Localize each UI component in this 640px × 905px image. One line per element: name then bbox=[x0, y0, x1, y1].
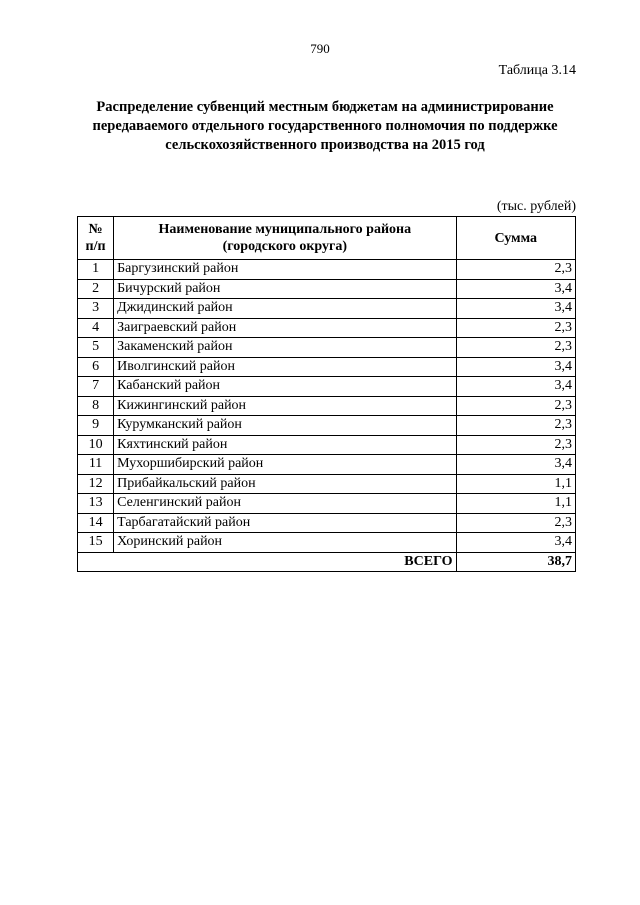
header-sum: Сумма bbox=[456, 217, 575, 260]
row-number: 11 bbox=[78, 455, 114, 475]
row-sum: 2,3 bbox=[456, 260, 575, 280]
row-sum: 3,4 bbox=[456, 279, 575, 299]
page-number: 790 bbox=[310, 41, 330, 56]
row-sum: 2,3 bbox=[456, 513, 575, 533]
row-number: 12 bbox=[78, 474, 114, 494]
row-sum: 2,3 bbox=[456, 338, 575, 358]
row-district-name: Кижингинский район bbox=[114, 396, 456, 416]
table-row bbox=[78, 416, 576, 436]
row-district-name: Баргузинский район bbox=[114, 260, 456, 280]
title-line: сельскохозяйственного производства на 2015 год bbox=[165, 137, 485, 153]
row-number: 10 bbox=[78, 435, 114, 455]
table-row bbox=[78, 338, 576, 358]
row-sum: 2,3 bbox=[456, 318, 575, 338]
row-district-name: Бичурский район bbox=[114, 279, 456, 299]
table-row bbox=[78, 318, 576, 338]
row-number: 8 bbox=[78, 396, 114, 416]
row-number: 2 bbox=[78, 279, 114, 299]
row-number: 6 bbox=[78, 357, 114, 377]
row-number: 5 bbox=[78, 338, 114, 358]
row-district-name: Мухоршибирский район bbox=[114, 455, 456, 475]
title-line: Распределение субвенций местным бюджетам на администрирование bbox=[96, 99, 554, 115]
title-line: передаваемого отдельного государственного полномочия по поддержке bbox=[92, 118, 558, 134]
row-sum: 2,3 bbox=[456, 416, 575, 436]
table-row bbox=[78, 494, 576, 514]
row-district-name: Селенгинский район bbox=[114, 494, 456, 514]
document-title bbox=[60, 98, 590, 155]
table-row bbox=[78, 533, 576, 553]
table-row bbox=[78, 299, 576, 319]
units-label: (тыс. рублей) bbox=[496, 199, 576, 214]
header-name: Наименование муниципального района (городского округа) bbox=[114, 217, 456, 260]
table-row bbox=[78, 279, 576, 299]
row-number: 15 bbox=[78, 533, 114, 553]
row-sum: 1,1 bbox=[456, 494, 575, 514]
table-row bbox=[78, 474, 576, 494]
row-district-name: Курумканский район bbox=[114, 416, 456, 436]
row-number: 1 bbox=[78, 260, 114, 280]
row-district-name: Заиграевский район bbox=[114, 318, 456, 338]
row-sum: 1,1 bbox=[456, 474, 575, 494]
row-number: 13 bbox=[78, 494, 114, 514]
row-number: 4 bbox=[78, 318, 114, 338]
row-sum: 3,4 bbox=[456, 299, 575, 319]
table-row bbox=[78, 260, 576, 280]
row-district-name: Хоринский район bbox=[114, 533, 456, 553]
row-district-name: Кяхтинский район bbox=[114, 435, 456, 455]
row-district-name: Тарбагатайский район bbox=[114, 513, 456, 533]
row-number: 9 bbox=[78, 416, 114, 436]
row-sum: 3,4 bbox=[456, 357, 575, 377]
table-header-row bbox=[78, 217, 576, 260]
row-district-name: Кабанский район bbox=[114, 377, 456, 397]
table-body bbox=[78, 260, 576, 553]
subsidy-table bbox=[77, 216, 576, 572]
table-row bbox=[78, 357, 576, 377]
table-label: Таблица 3.14 bbox=[498, 63, 576, 78]
table-row bbox=[78, 435, 576, 455]
total-label: ВСЕГО bbox=[78, 552, 457, 572]
row-number: 14 bbox=[78, 513, 114, 533]
table-row bbox=[78, 396, 576, 416]
header-number: № п/п bbox=[78, 217, 114, 260]
table-row bbox=[78, 455, 576, 475]
row-number: 3 bbox=[78, 299, 114, 319]
row-sum: 3,4 bbox=[456, 377, 575, 397]
row-sum: 2,3 bbox=[456, 396, 575, 416]
row-district-name: Закаменский район bbox=[114, 338, 456, 358]
row-number: 7 bbox=[78, 377, 114, 397]
total-row bbox=[78, 552, 576, 572]
row-district-name: Иволгинский район bbox=[114, 357, 456, 377]
row-district-name: Джидинский район bbox=[114, 299, 456, 319]
row-sum: 3,4 bbox=[456, 533, 575, 553]
table-row bbox=[78, 513, 576, 533]
total-value: 38,7 bbox=[456, 552, 575, 572]
row-district-name: Прибайкальский район bbox=[114, 474, 456, 494]
row-sum: 2,3 bbox=[456, 435, 575, 455]
row-sum: 3,4 bbox=[456, 455, 575, 475]
table-row bbox=[78, 377, 576, 397]
